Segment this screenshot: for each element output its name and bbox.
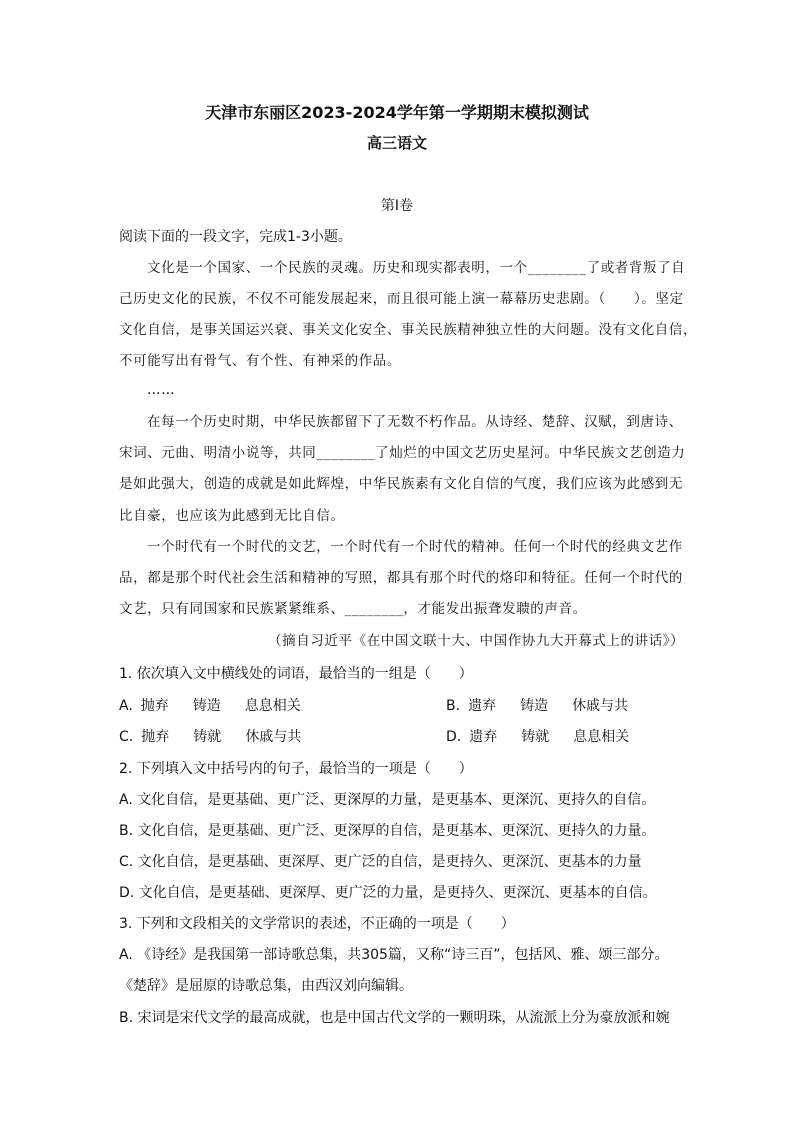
option-word: 铸造 — [520, 698, 549, 714]
q1-option-b — [446, 697, 628, 715]
q2-option-c: C. 文化自信，是更基础、更深厚、更广泛的自信，是更持久、更深沉、更基本的力量 — [119, 854, 642, 870]
q2-option-b: B. 文化自信，是更基础、更广泛、更深厚的自信，是更基本、更深沉、更持久的力量。 — [119, 823, 656, 839]
option-word: 抛弃 — [140, 698, 169, 714]
exam-title: 天津市东丽区2023-2024学年第一学期期末模拟测试 — [205, 103, 589, 122]
q1-option-a — [119, 697, 301, 715]
passage-line: 宋词、元曲、明清小说等，共同________了灿烂的中国文艺历史星河。中华民族文艺创造力 — [119, 445, 686, 461]
option-word: 息息相关 — [244, 698, 301, 714]
passage-line: 比自豪，也应该为此感到无比自信。 — [119, 508, 345, 524]
option-word: 抛弃 — [141, 729, 170, 745]
q3-option-a: A. 《诗经》是我国第一部诗歌总集，共305篇，又称“诗三百”，包括风、雅、颂三部分。 — [119, 947, 669, 963]
option-label: D. — [446, 729, 462, 745]
passage-line: 不可能写出有骨气、有个性、有神采的作品。 — [119, 353, 401, 369]
option-word: 休戚与共 — [572, 698, 629, 714]
passage-line: 品，都是那个时代社会生活和精神的写照，都具有那个时代的烙印和特征。任何一个时代的 — [119, 570, 683, 586]
option-label: C. — [119, 729, 134, 745]
question-3-stem: 3. 下列和文段相关的文学常识的表述，不正确的一项是（ ） — [119, 916, 515, 932]
q3-option-a-cont: 《楚辞》是屈原的诗歌总集，由西汉刘向编辑。 — [119, 978, 413, 994]
question-1-stem: 1. 依次填入文中横线处的词语，最恰当的一组是（ ） — [119, 666, 473, 682]
passage-line: 文化自信，是事关国运兴衰、事关文化安全、事关民族精神独立性的大问题。没有文化自信， — [119, 322, 698, 338]
section-heading: 第I卷 — [380, 198, 414, 214]
option-label: B. — [446, 698, 461, 714]
q2-option-a: A. 文化自信，是更基础、更广泛、更深厚的力量，是更基本、更深沉、更持久的自信。 — [119, 792, 656, 808]
exam-subject: 高三语文 — [366, 134, 427, 152]
passage-ellipsis: …… — [147, 382, 176, 398]
passage-line: 文化是一个国家、一个民族的灵魂。历史和现实都表明，一个________了或者背叛了自 — [147, 260, 686, 276]
option-word: 休戚与共 — [245, 729, 302, 745]
q1-option-d — [446, 728, 629, 746]
q3-option-b: B. 宋词是宋代文学的最高成就，也是中国古代文学的一颗明珠，从流派上分为豪放派和婉 — [119, 1010, 670, 1026]
passage-line: 是如此强大，创造的成就是如此辉煌，中华民族素有文化自信的气度，我们应该为此感到无 — [119, 476, 683, 492]
passage-line: 一个时代有一个时代的文艺，一个时代有一个时代的精神。任何一个时代的经典文艺作 — [147, 539, 683, 555]
option-label: A. — [119, 698, 133, 714]
question-2-stem: 2. 下列填入文中括号内的句子，最恰当的一项是（ ） — [119, 761, 473, 777]
passage-line: 文艺，只有同国家和民族紧紧维系、________，才能发出振聋发聩的声音。 — [119, 601, 587, 617]
reading-instruction: 阅读下面的一段文字，完成1-3小题。 — [119, 229, 352, 245]
passage-source: （摘自习近平《在中国文联十大、中国作协九大开幕式上的讲话》） — [268, 633, 685, 649]
passage-line: 己历史文化的民族，不仅不可能发展起来，而且很可能上演一幕幕历史悲剧。（ ）。坚定 — [119, 291, 684, 307]
option-word: 铸就 — [521, 729, 550, 745]
option-word: 铸就 — [193, 729, 222, 745]
passage-line: 在每一个历史时期，中华民族都留下了无数不朽作品。从诗经、楚辞、汉赋，到唐诗、 — [147, 414, 683, 430]
option-word: 息息相关 — [573, 729, 630, 745]
option-word: 遗弃 — [469, 729, 498, 745]
option-word: 铸造 — [192, 698, 221, 714]
q1-option-c — [119, 728, 301, 746]
q2-option-d: D. 文化自信，是更基础、更深厚、更广泛的力量，是更持久、更深沉、更基本的自信。 — [119, 885, 657, 901]
option-word: 遗弃 — [468, 698, 497, 714]
